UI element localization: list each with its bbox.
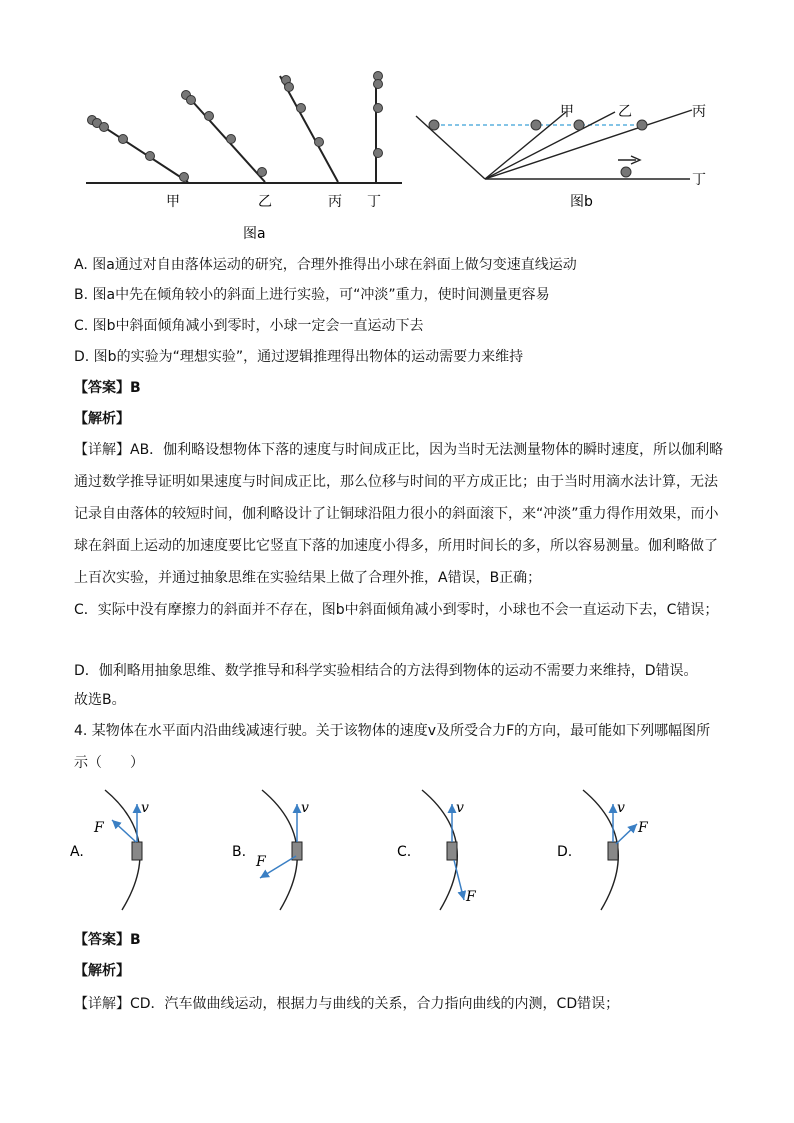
q4-analysis-label: 【解析】 xyxy=(74,963,130,979)
label-bing: 丙 xyxy=(328,194,342,210)
figure-b xyxy=(410,60,720,220)
ball xyxy=(187,96,196,105)
q3-detail-d: D．伽利略用抽象思维、数学推导和科学实验相结合的方法得到物体的运动不需要力来维持，D错误。 xyxy=(74,663,698,679)
ball xyxy=(297,104,306,113)
ball xyxy=(531,120,541,130)
v-label: v xyxy=(301,800,309,816)
q3-option-d: D. 图b的实验为“理想实验”，通过逻辑推理得出物体的运动需要力来维持 xyxy=(74,349,524,365)
f-label: F xyxy=(256,854,266,870)
ball xyxy=(621,167,631,177)
incline-jia xyxy=(485,112,566,179)
object-block xyxy=(608,842,618,860)
ball xyxy=(146,152,155,161)
option-d-letter: D. xyxy=(557,844,573,860)
q4-option-figures xyxy=(60,780,740,915)
q3-option-b: B. 图a中先在倾角较小的斜面上进行实验，可“冲淡”重力，使时间测量更容易 xyxy=(74,287,550,303)
label-yi: 乙 xyxy=(258,194,272,210)
incline-yi xyxy=(184,92,265,182)
ball xyxy=(637,120,647,130)
ball xyxy=(429,120,439,130)
ball xyxy=(315,138,324,147)
ball xyxy=(227,135,236,144)
figure-a xyxy=(80,60,410,245)
figure-b-caption: 图b xyxy=(570,194,593,210)
v-label: v xyxy=(617,800,625,816)
q3-option-c: C. 图b中斜面倾角减小到零时，小球一定会一直运动下去 xyxy=(74,318,424,334)
v-label: v xyxy=(141,800,149,816)
f-label: F xyxy=(466,889,476,905)
label-ding: 丁 xyxy=(692,172,706,188)
q4-detail-cd: 【详解】CD．汽车做曲线运动，根据力与曲线的关系，合力指向曲线的内测，CD错误； xyxy=(74,996,620,1012)
option-a-figure xyxy=(70,790,149,910)
option-c-figure xyxy=(397,790,477,910)
label-ding: 丁 xyxy=(367,194,381,210)
label-jia: 甲 xyxy=(560,104,574,120)
ball xyxy=(100,123,109,132)
q3-answer: 【答案】B xyxy=(74,380,141,396)
object-block xyxy=(447,842,457,860)
q3-analysis-label: 【解析】 xyxy=(74,411,130,427)
option-d-figure xyxy=(557,790,649,910)
object-block xyxy=(132,842,142,860)
ball xyxy=(119,135,128,144)
v-label: v xyxy=(456,800,464,816)
ball xyxy=(285,83,294,92)
q3-detail-c: C．实际中没有摩擦力的斜面并不存在，图b中斜面倾角减小到零时，小球也不会一直运动下去，C错误； xyxy=(74,602,719,618)
force-arrow xyxy=(616,824,637,844)
q4-stem: 4. 某物体在水平面内沿曲线减速行驶。关于该物体的速度v及所受合力F的方向，最可能如下列哪幅图所示（ ） xyxy=(74,723,711,771)
label-yi: 乙 xyxy=(618,104,632,120)
ball xyxy=(205,112,214,121)
q3-conclusion: 故选B。 xyxy=(74,692,126,708)
ball xyxy=(374,104,383,113)
incline-bing xyxy=(485,110,692,179)
label-jia: 甲 xyxy=(166,194,180,210)
force-arrow xyxy=(454,860,464,900)
f-label: F xyxy=(638,820,648,836)
incline-yi xyxy=(485,112,615,179)
option-b-letter: B. xyxy=(232,844,247,860)
ball xyxy=(180,173,189,182)
f-label: F xyxy=(94,820,104,836)
option-c-letter: C. xyxy=(397,844,412,860)
ball xyxy=(574,120,584,130)
figure-a-caption: 图a xyxy=(243,226,266,242)
q3-option-a: A. 图a通过对自由落体运动的研究，合理外推得出小球在斜面上做匀变速直线运动 xyxy=(74,257,577,273)
q3-detail-ab: 【详解】AB．伽利略设想物体下落的速度与时间成正比，因为当时无法测量物体的瞬时速度，所以伽利略通过数学推导证明如果速度与时间成正比，那么位移与时间的平方成正比；由于当时用滴水法计算，无法记录自由落体的较短时间，伽利略设计了让铜球沿阻力很小的斜面滚下，来“冲淡”重力得作用效果，而小球在斜面上运动的加速度要比它竖直下落的加速度小得多，所用时间长的多，所以容易测量。伽利略做了上百次实验，并通过抽象思维在实验结果上做了合理外推，A错误，B正确； xyxy=(74,442,724,586)
q4-answer: 【答案】B xyxy=(74,932,141,948)
option-b-figure xyxy=(232,790,309,910)
ball xyxy=(374,149,383,158)
option-a-letter: A. xyxy=(70,844,84,860)
ball xyxy=(374,80,383,89)
label-bing: 丙 xyxy=(692,104,706,120)
ball xyxy=(258,168,267,177)
